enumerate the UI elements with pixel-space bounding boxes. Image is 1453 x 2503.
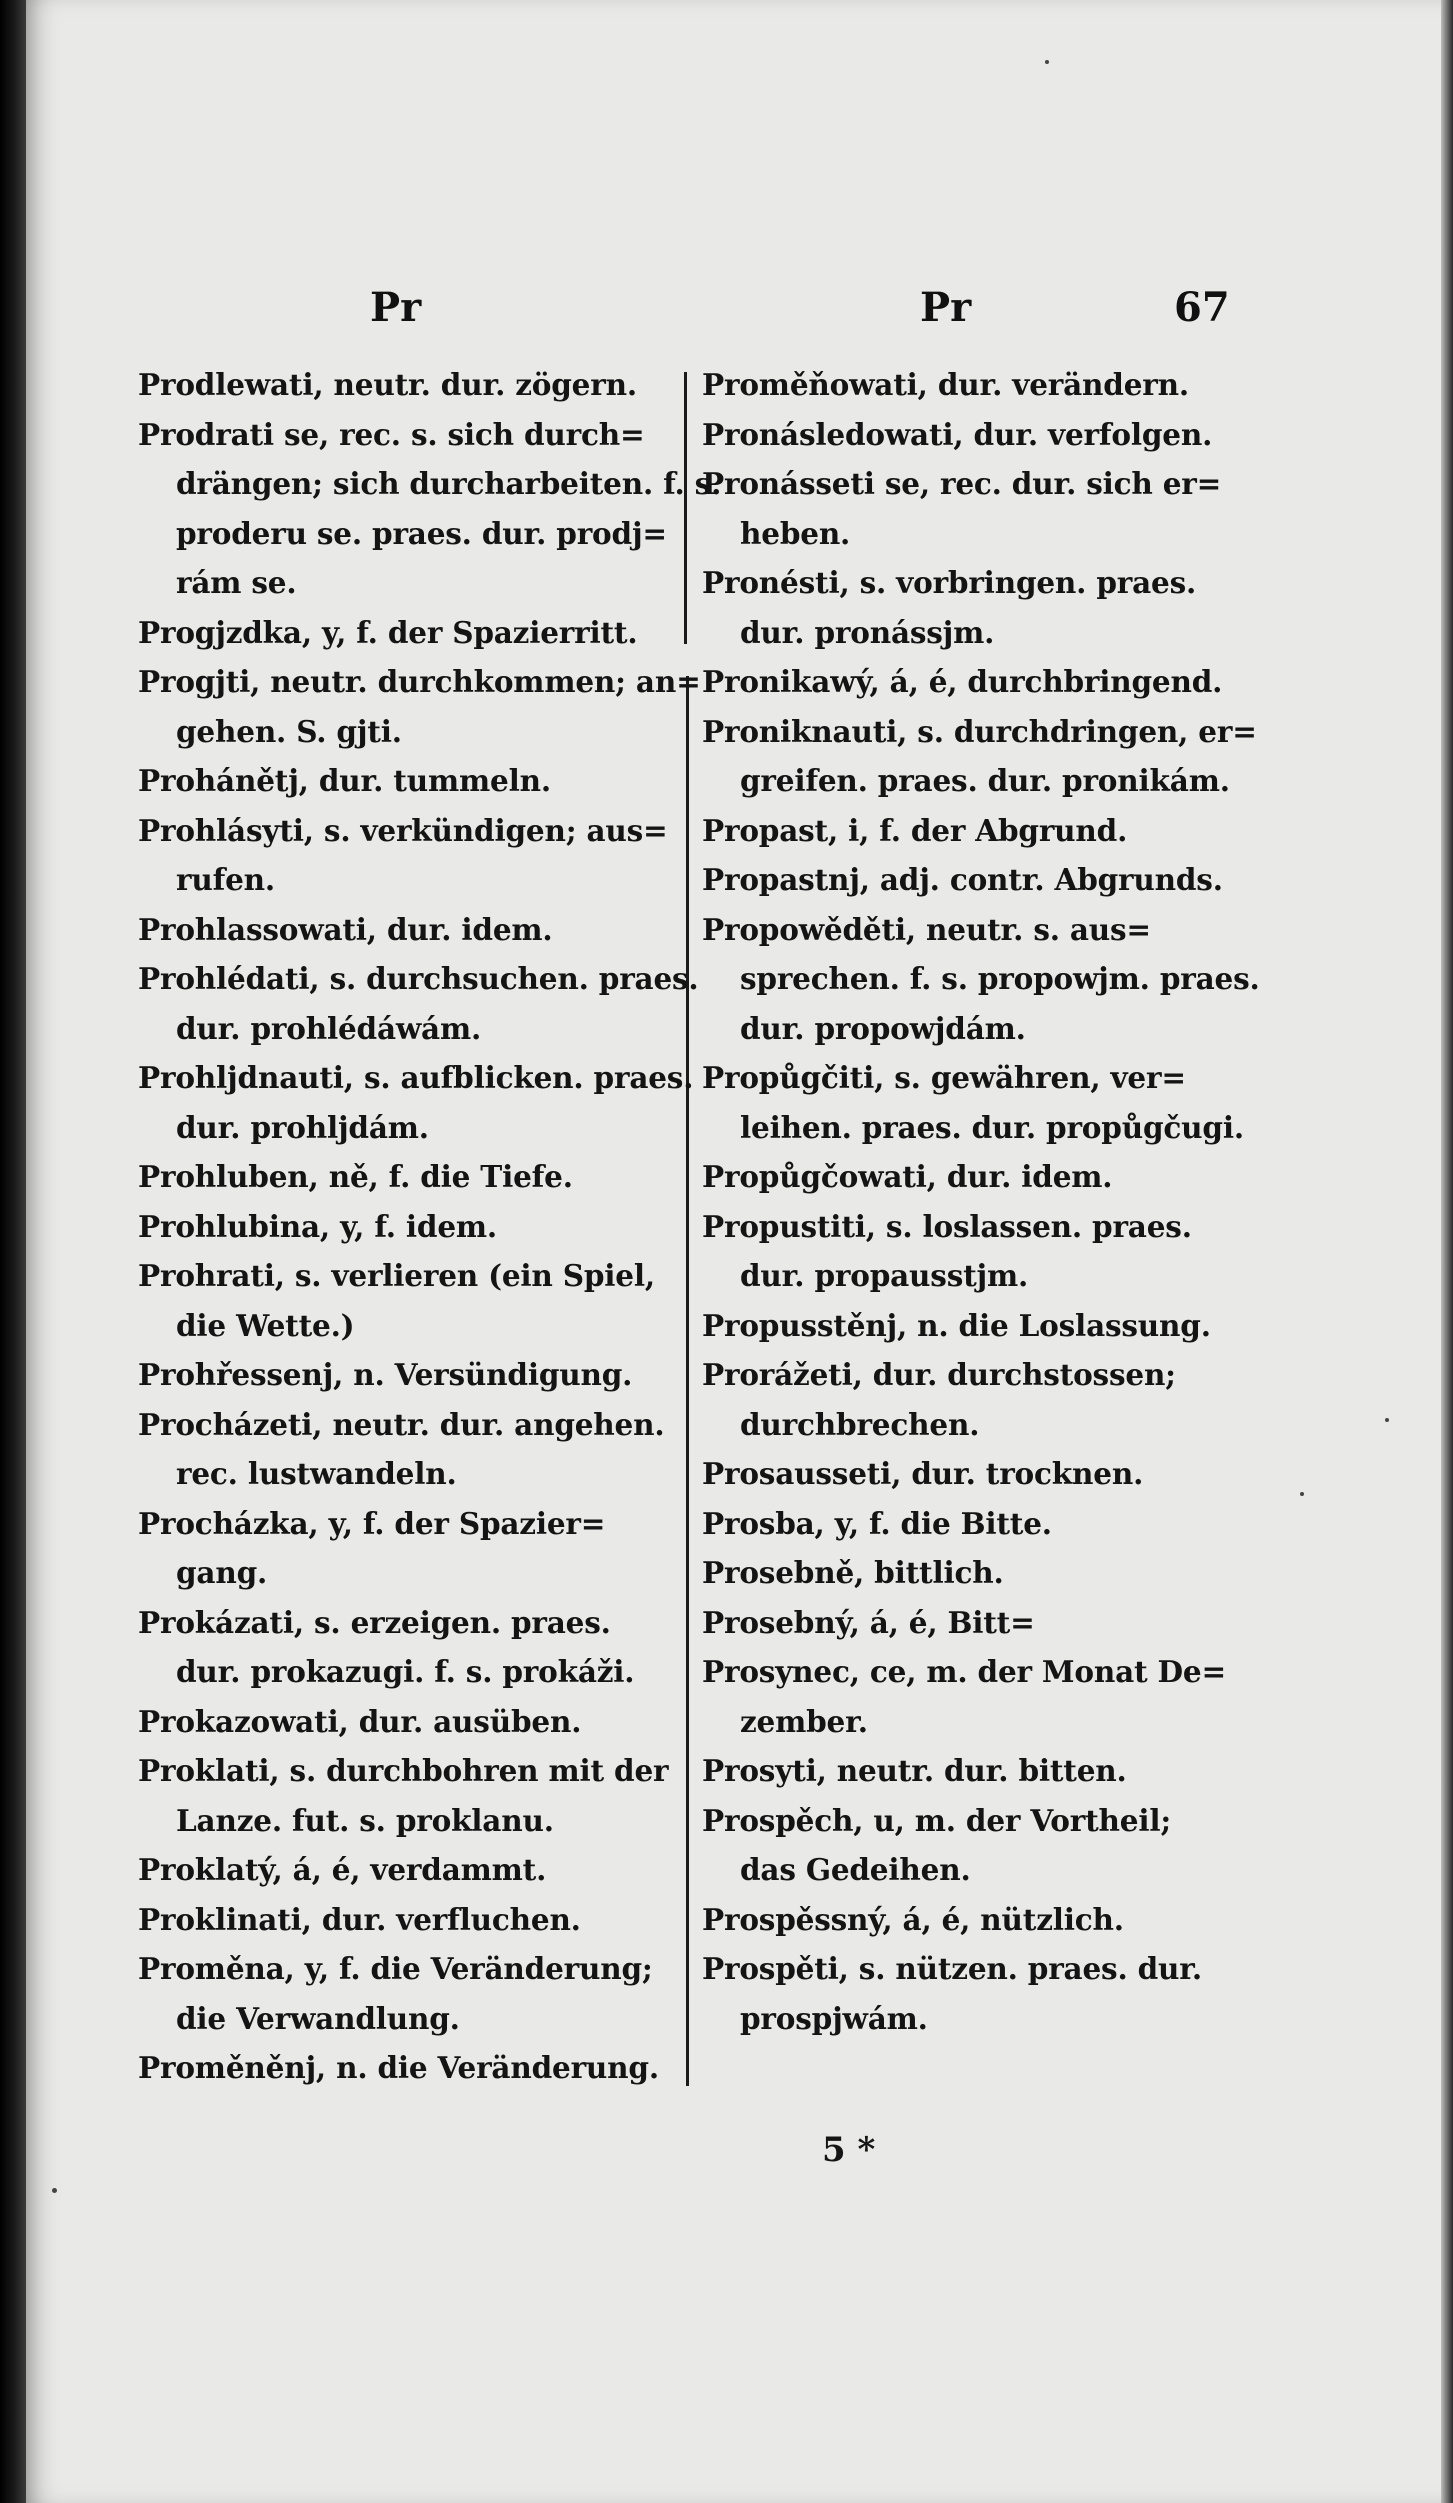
entry-headword: Propůgčowati, <box>702 1159 937 1194</box>
entry-definition: neutr. s. aus= <box>926 911 1151 947</box>
entry-headword: Prohlassowati, <box>138 911 377 947</box>
dictionary-entry <box>702 905 1262 1054</box>
entry-headword: Progjti, <box>138 664 261 699</box>
dictionary-entry <box>702 1647 1262 1746</box>
entry-definition: y, f. der Spazier= <box>328 1505 606 1541</box>
dictionary-entry <box>138 954 699 1053</box>
dictionary-entry <box>702 1944 1262 2043</box>
entry-definition: rec. dur. sich er= <box>939 466 1222 501</box>
entry-definition: dur. idem. <box>946 1159 1113 1194</box>
entry-definition: á, é, durchbringend. <box>889 664 1223 699</box>
entry-headword: Prospěch, <box>702 1802 864 1838</box>
dictionary-entry <box>702 1152 1262 1202</box>
dictionary-entry <box>138 1202 678 1252</box>
page-number: 67 <box>1174 284 1230 331</box>
dictionary-entry <box>138 806 678 905</box>
dictionary-entry <box>702 1598 1262 1648</box>
entry-headword: Prohluben, <box>138 1159 319 1194</box>
entry-continuation: rám se. <box>176 565 297 600</box>
entry-continuation: die Verwandlung. <box>176 2000 460 2036</box>
entry-definition: dur. tummeln. <box>318 763 551 798</box>
entry-definition: y, f. die Veränderung; <box>304 1951 653 1986</box>
left-column <box>138 360 722 2093</box>
dictionary-entry <box>138 905 678 955</box>
entry-definition: y, f. der Spazierritt. <box>321 614 638 650</box>
entry-continuation: greifen. praes. dur. pronikám. <box>740 763 1230 798</box>
entry-continuation: dur. prohlédáwám. <box>176 1010 482 1046</box>
entry-continuation: dur. prohljdám. <box>176 1109 429 1145</box>
entry-headword: Prosebně, <box>702 1555 865 1590</box>
entry-headword: Proměna, <box>138 1951 295 1986</box>
dictionary-entry <box>138 1251 678 1350</box>
entry-definition: i, f. der Abgrund. <box>848 812 1128 848</box>
entry-definition: neutr. dur. zögern. <box>333 367 637 402</box>
entry-definition: y, f. die Bitte. <box>834 1505 1052 1541</box>
entry-continuation: leihen. praes. dur. propůgčugi. <box>740 1109 1244 1145</box>
dictionary-entry <box>138 1152 678 1202</box>
entry-headword: Prohlédati, <box>138 961 320 996</box>
entry-continuation: rec. lustwandeln. <box>176 1456 457 1491</box>
entry-headword: Pronásseti se, <box>702 466 930 501</box>
entry-definition: neutr. dur. bitten. <box>836 1753 1127 1788</box>
entry-definition: rec. s. sich durch= <box>339 416 645 452</box>
entry-definition: dur. verändern. <box>937 367 1189 402</box>
entry-headword: Propast, <box>702 812 839 848</box>
scan-right-edge <box>1441 0 1453 2503</box>
entry-headword: Proklinati, <box>138 1901 312 1937</box>
dictionary-entry <box>702 806 1262 856</box>
entry-continuation: Lanze. fut. s. proklanu. <box>176 1802 554 1838</box>
entry-definition: s. durchdringen, er= <box>917 713 1257 749</box>
entry-headword: Prospěssný, <box>702 1901 893 1937</box>
entry-continuation: durchbrechen. <box>740 1406 980 1442</box>
column-divider-lower <box>686 676 689 2086</box>
entry-continuation: die Wette.) <box>176 1307 355 1343</box>
entry-definition: adj. contr. Abgrunds. <box>879 862 1223 897</box>
entry-headword: Progjzdka, <box>138 614 312 650</box>
entry-definition: dur. durchstossen; <box>872 1357 1176 1392</box>
scan-speck <box>1045 60 1049 64</box>
dictionary-entry <box>702 1746 1262 1796</box>
entry-headword: Pronásledowati, <box>702 416 964 452</box>
entry-headword: Prosausseti, <box>702 1456 902 1491</box>
scan-speck <box>52 2188 57 2193</box>
entry-headword: Prohřessenj, <box>138 1357 344 1392</box>
dictionary-entry <box>138 1845 678 1895</box>
entry-headword: Prorážeti, <box>702 1357 863 1392</box>
entry-definition: s. vorbringen. praes. <box>859 565 1197 600</box>
entry-headword: Propusstěnj, <box>702 1307 908 1343</box>
entry-definition: á, é, Bitt= <box>869 1604 1035 1640</box>
dictionary-entry <box>702 1548 1262 1598</box>
dictionary-entry <box>138 1499 678 1598</box>
running-head-left: Pr <box>370 284 422 331</box>
dictionary-entry <box>138 756 678 806</box>
entry-definition: dur. verfluchen. <box>321 1901 581 1937</box>
entry-definition: ně, f. die Tiefe. <box>328 1159 573 1194</box>
dictionary-entry <box>138 1697 678 1747</box>
entry-continuation: gehen. S. gjti. <box>176 713 402 749</box>
dictionary-entry <box>702 1301 1262 1351</box>
entry-definition: ce, m. der Monat De= <box>869 1654 1226 1689</box>
entry-headword: Prohljdnauti, <box>138 1060 354 1095</box>
entry-continuation: proderu se. praes. dur. prodj= <box>176 515 667 551</box>
entry-definition: neutr. durchkommen; an= <box>270 664 701 699</box>
entry-headword: Proniknauti, <box>702 713 908 749</box>
entry-headword: Propastnj, <box>702 862 870 897</box>
scan-speck <box>1385 1418 1389 1422</box>
dictionary-entry <box>702 855 1262 905</box>
entry-headword: Prodlewati, <box>138 367 324 402</box>
entry-definition: s. gewähren, ver= <box>894 1060 1186 1095</box>
entry-definition: á, é, verdammt. <box>292 1852 547 1887</box>
entry-headword: Prohlásyti, <box>138 812 314 848</box>
entry-headword: Prosynec, <box>702 1654 860 1689</box>
dictionary-entry <box>138 1598 678 1697</box>
dictionary-entry <box>702 1202 1262 1301</box>
entry-definition: dur. verfolgen. <box>973 416 1213 452</box>
dictionary-entry <box>702 707 1262 806</box>
entry-definition: s. nützen. praes. dur. <box>858 1951 1202 1986</box>
scan-speck <box>1300 1492 1304 1496</box>
entry-definition: n. die Loslassung. <box>917 1307 1211 1343</box>
signature-mark: 5 * <box>822 2130 876 2170</box>
entry-headword: Prokazowati, <box>138 1703 349 1739</box>
dictionary-entry <box>702 1796 1262 1895</box>
dictionary-entry <box>702 459 1262 558</box>
entry-definition: u, m. der Vortheil; <box>873 1802 1172 1838</box>
entry-headword: Pronikawý, <box>702 664 880 699</box>
entry-headword: Proklati, <box>138 1753 280 1788</box>
entry-headword: Prohlubina, <box>138 1208 330 1244</box>
entry-definition: s. verkündigen; aus= <box>323 812 668 848</box>
entry-continuation: zember. <box>740 1703 868 1739</box>
entry-definition: s. erzeigen. praes. <box>314 1604 611 1640</box>
dictionary-entry <box>702 1499 1262 1549</box>
dictionary-entry <box>702 1895 1262 1945</box>
entry-headword: Prosebný, <box>702 1604 860 1640</box>
running-head-right: Pr <box>920 284 972 331</box>
dictionary-entry <box>702 1053 1262 1152</box>
entry-continuation: drängen; sich durcharbeiten. f. s. <box>176 466 722 501</box>
entry-definition: s. durchsuchen. praes. <box>329 961 699 996</box>
dictionary-entry <box>702 558 1262 657</box>
entry-headword: Proměňowati, <box>702 367 928 402</box>
entry-definition: neutr. dur. angehen. <box>332 1406 665 1442</box>
entry-definition: y, f. idem. <box>340 1208 497 1244</box>
entry-definition: n. die Veränderung. <box>336 2050 659 2085</box>
entry-continuation: dur. prokazugi. f. s. prokáži. <box>176 1654 635 1689</box>
entry-headword: Prosba, <box>702 1505 825 1541</box>
entry-headword: Pronésti, <box>702 565 850 600</box>
dictionary-entry <box>138 2043 678 2093</box>
scan-binding-edge <box>0 0 26 2503</box>
dictionary-entry <box>702 360 1262 410</box>
dictionary-entry <box>138 410 722 608</box>
entry-headword: Prohánětj, <box>138 763 309 798</box>
entry-headword: Prospěti, <box>702 1951 849 1986</box>
entry-continuation: dur. propausstjm. <box>740 1258 1029 1293</box>
entry-continuation: rufen. <box>176 862 275 897</box>
dictionary-entry <box>702 657 1262 707</box>
dictionary-entry <box>702 1350 1262 1449</box>
dictionary-entry <box>138 657 701 756</box>
entry-definition: dur. idem. <box>386 911 553 947</box>
dictionary-entry <box>138 1053 694 1152</box>
right-column <box>702 360 1262 2043</box>
entry-definition: á, é, nützlich. <box>902 1901 1124 1937</box>
entry-definition: dur. ausüben. <box>358 1703 582 1739</box>
dictionary-entry <box>138 1746 678 1845</box>
entry-continuation: sprechen. f. s. propowjm. praes. <box>740 961 1260 996</box>
entry-headword: Propowěděti, <box>702 911 916 947</box>
dictionary-entry <box>138 360 678 410</box>
dictionary-entry <box>138 608 678 658</box>
entry-continuation: heben. <box>740 515 851 551</box>
entry-headword: Prosyti, <box>702 1753 827 1788</box>
entry-continuation: prospjwám. <box>740 2000 928 2036</box>
entry-definition: bittlich. <box>874 1555 1004 1590</box>
entry-headword: Propustiti, <box>702 1208 876 1244</box>
dictionary-entry <box>138 1895 678 1945</box>
entry-definition: dur. trocknen. <box>911 1456 1144 1491</box>
entry-headword: Procházeti, <box>138 1406 323 1442</box>
dictionary-entry <box>702 1449 1262 1499</box>
entry-headword: Propůgčiti, <box>702 1060 885 1095</box>
entry-headword: Prodrati se, <box>138 416 330 452</box>
entry-definition: s. loslassen. praes. <box>885 1208 1192 1244</box>
entry-headword: Procházka, <box>138 1505 319 1541</box>
entry-definition: n. Versündigung. <box>353 1357 633 1392</box>
entry-headword: Proklatý, <box>138 1852 283 1887</box>
entry-headword: Prokázati, <box>138 1604 304 1640</box>
dictionary-entry <box>138 1400 678 1499</box>
entry-continuation: dur. pronássjm. <box>740 614 995 650</box>
dictionary-entry <box>138 1944 678 2043</box>
dictionary-entry <box>138 1350 678 1400</box>
entry-continuation: gang. <box>176 1555 268 1590</box>
dictionary-entry <box>702 410 1262 460</box>
entry-definition: s. verlieren (ein Spiel, <box>294 1258 655 1293</box>
entry-definition: s. aufblicken. praes. <box>363 1060 694 1095</box>
entry-definition: s. durchbohren mit der <box>289 1753 669 1788</box>
entry-continuation: das Gedeihen. <box>740 1852 971 1887</box>
entry-continuation: dur. propowjdám. <box>740 1010 1026 1046</box>
entry-headword: Prohrati, <box>138 1258 285 1293</box>
entry-headword: Proměněnj, <box>138 2050 326 2085</box>
